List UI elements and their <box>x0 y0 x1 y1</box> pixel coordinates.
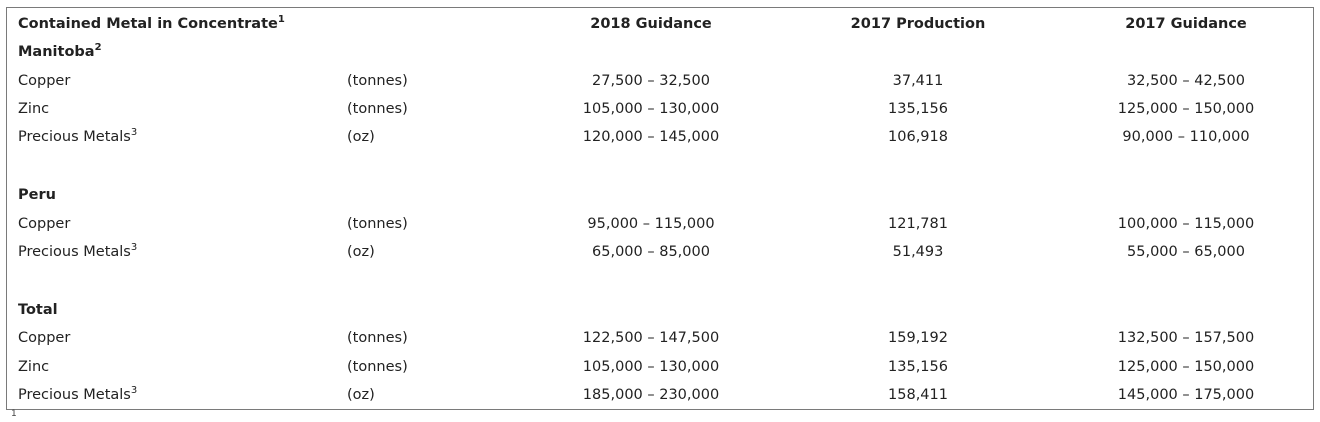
guidance-2018-value: 185,000 – 230,000 <box>582 387 720 403</box>
unit-label: (tonnes) <box>347 73 408 89</box>
metal-label: Copper <box>18 216 71 232</box>
unit-label: (tonnes) <box>347 359 408 375</box>
unit-label: (oz) <box>347 244 375 260</box>
metal-label: Zinc <box>18 101 50 117</box>
production-2017-value: 121,781 <box>888 216 948 232</box>
footnote-marker: 1 <box>11 409 17 419</box>
production-2017-value: 37,411 <box>892 73 944 89</box>
col-header-2017-production: 2017 Production <box>850 16 986 32</box>
production-2017-value: 106,918 <box>888 129 948 145</box>
section-title-manitoba: Manitoba$^2$ <box>18 42 102 60</box>
guidance-2018-value: 65,000 – 85,000 <box>592 244 710 260</box>
guidance-2017-value: 145,000 – 175,000 <box>1117 387 1255 403</box>
production-2017-value: 51,493 <box>892 244 944 260</box>
metal-label: Copper <box>18 73 71 89</box>
metal-label: Precious Metals$^3$ <box>18 127 138 145</box>
guidance-2018-value: 120,000 – 145,000 <box>582 129 720 145</box>
guidance-2018-value: 105,000 – 130,000 <box>582 101 720 117</box>
guidance-2018-value: 122,500 – 147,500 <box>582 330 720 346</box>
metal-label: Precious Metals$^3$ <box>18 385 138 403</box>
guidance-2018-value: 27,500 – 32,500 <box>592 73 710 89</box>
guidance-2017-value: 125,000 – 150,000 <box>1117 101 1255 117</box>
metal-label: Copper <box>18 330 71 346</box>
guidance-table <box>6 7 1314 410</box>
table-title: Contained Metal in Concentrate$^1$ <box>18 14 285 32</box>
metal-label: Precious Metals$^3$ <box>18 242 138 260</box>
col-header-2017-guidance: 2017 Guidance <box>1125 16 1247 32</box>
section-title-peru: Peru <box>18 187 56 203</box>
unit-label: (tonnes) <box>347 330 408 346</box>
section-title-total: Total <box>18 302 58 318</box>
guidance-2017-value: 32,500 – 42,500 <box>1127 73 1245 89</box>
production-2017-value: 135,156 <box>888 359 948 375</box>
unit-label: (tonnes) <box>347 216 408 232</box>
guidance-2018-value: 95,000 – 115,000 <box>587 216 715 232</box>
unit-label: (oz) <box>347 387 375 403</box>
production-2017-value: 159,192 <box>888 330 948 346</box>
guidance-2017-value: 125,000 – 150,000 <box>1117 359 1255 375</box>
guidance-2018-value: 105,000 – 130,000 <box>582 359 720 375</box>
production-2017-value: 135,156 <box>888 101 948 117</box>
guidance-2017-value: 55,000 – 65,000 <box>1127 244 1245 260</box>
guidance-2017-value: 90,000 – 110,000 <box>1122 129 1250 145</box>
guidance-2017-value: 132,500 – 157,500 <box>1117 330 1255 346</box>
production-2017-value: 158,411 <box>888 387 948 403</box>
unit-label: (tonnes) <box>347 101 408 117</box>
guidance-2017-value: 100,000 – 115,000 <box>1117 216 1255 232</box>
col-header-2018-guidance: 2018 Guidance <box>590 16 712 32</box>
unit-label: (oz) <box>347 129 375 145</box>
metal-label: Zinc <box>18 359 50 375</box>
